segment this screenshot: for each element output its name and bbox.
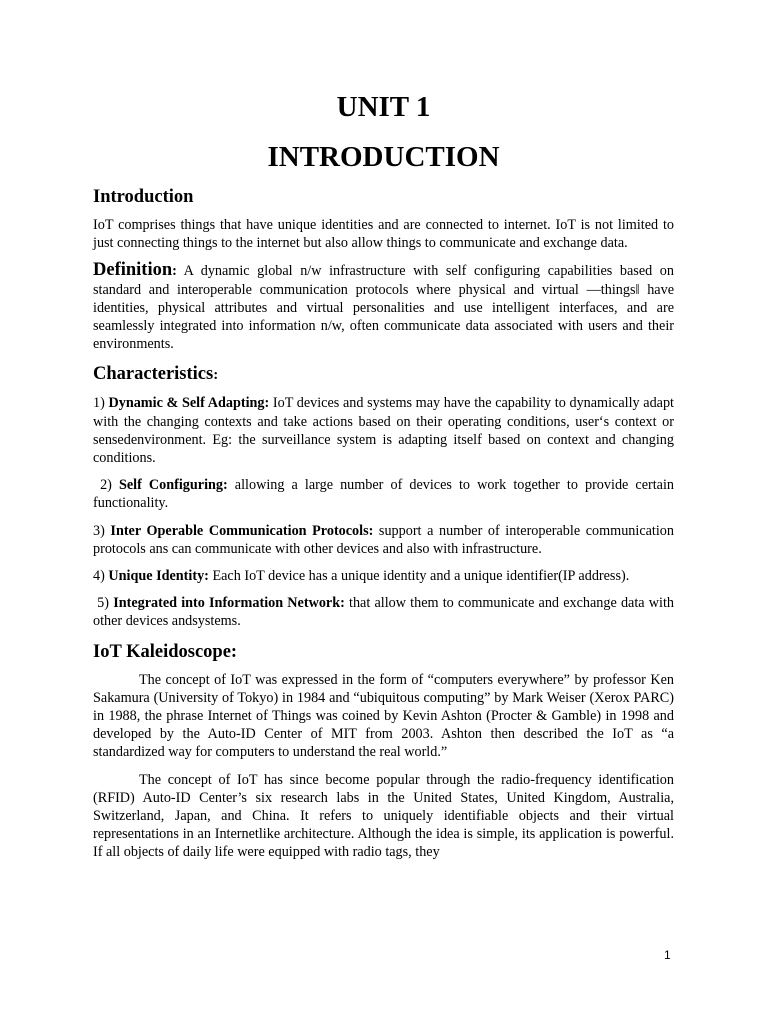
characteristics-heading (93, 363, 674, 386)
characteristic-item (93, 476, 674, 512)
characteristic-text: Each IoT device has a unique identity and a unique identifier(IP address). (208, 568, 630, 585)
characteristic-term: Integrated into Information Network: (113, 595, 345, 612)
introduction-heading: Introduction (93, 187, 194, 207)
characteristic-number: 5) (93, 595, 114, 612)
document-page (93, 86, 674, 871)
definition-term: Definition (93, 260, 173, 281)
characteristic-number: 2) (93, 477, 119, 494)
introduction-paragraph: IoT comprises things that have unique identities and are connected to internet. IoT is not limited to just connecting things to the internet but also allow things to communicate and exchange data. (93, 217, 674, 252)
kaleidoscope-heading: IoT Kaleidoscope: (93, 641, 238, 662)
characteristic-term: Self Configuring: (118, 477, 228, 494)
chapter-title: INTRODUCTION (267, 141, 500, 173)
characteristic-item (93, 394, 674, 467)
kaleidoscope-paragraph: The concept of IoT was expressed in the form of “computers everywhere” by professor Ken Sakamura (University of Tokyo) in 1984 and “ubiquitous computing” by Mark Weiser (Xerox PARC) in 1988, the phrase Internet of Things was coined by Kevin Ashton (Procter & Gamble) in 1998 and developed by the Auto-ID Center of MIT from 2003. Ashton then described the IoT as “a standardized way for computers to understand the real world.” (93, 671, 674, 761)
page-number: 1 (664, 948, 671, 962)
characteristics-heading-colon: : (213, 367, 219, 384)
definition-paragraph (93, 261, 674, 353)
characteristic-term: Dynamic & Self Adapting: (108, 395, 270, 412)
characteristic-text: support a number of interoperable communication protocols ans can communicate with other devices and also with infrastructure. (93, 522, 674, 557)
kaleidoscope-paragraph: The concept of IoT has since become popular through the radio-frequency identification (RFID) Auto-ID Center’s six research labs in the United States, United Kingdom, Australia, Switzerland, Japan, and China. It refers to uniquely identifiable objects and their virtual representations in an Internetlike architecture. Although the idea is simple, its application is powerful. If all objects of daily life were equipped with radio tags, they (93, 771, 674, 861)
characteristic-item (93, 522, 674, 558)
characteristic-item (93, 567, 674, 585)
characteristic-term: Inter Operable Communication Protocols: (110, 522, 374, 539)
definition-colon: : (172, 263, 177, 280)
characteristic-text: that allow them to communicate and exchange data with other devices andsystems. (93, 595, 674, 630)
characteristic-text: IoT devices and systems may have the capability to dynamically adapt with the changing contexts and take actions based on their operating conditions, user‘s context or sensedenvironment. Eg: the surveillance system is adapting itself based on context and changing conditions. (93, 395, 674, 467)
characteristic-number: 1) (93, 395, 109, 412)
unit-title: UNIT 1 (336, 91, 431, 123)
characteristic-text: allowing a large number of devices to work together to provide certain functionality. (93, 477, 674, 512)
characteristic-number: 4) (93, 568, 109, 585)
definition-text: A dynamic global n/w infrastructure with self configuring capabilities based on standard and interoperable communication protocols where physical and virtual ―things‖ have identities, physical attributes and virtual personalities and use intelligent interfaces, and are seamlessly integrated into information n/w, often communicate data associated with users and their environments. (93, 263, 674, 353)
characteristic-term: Unique Identity: (108, 568, 209, 585)
characteristics-heading-text: Characteristics (93, 364, 214, 385)
characteristic-item (93, 594, 674, 630)
characteristic-number: 3) (93, 522, 111, 539)
